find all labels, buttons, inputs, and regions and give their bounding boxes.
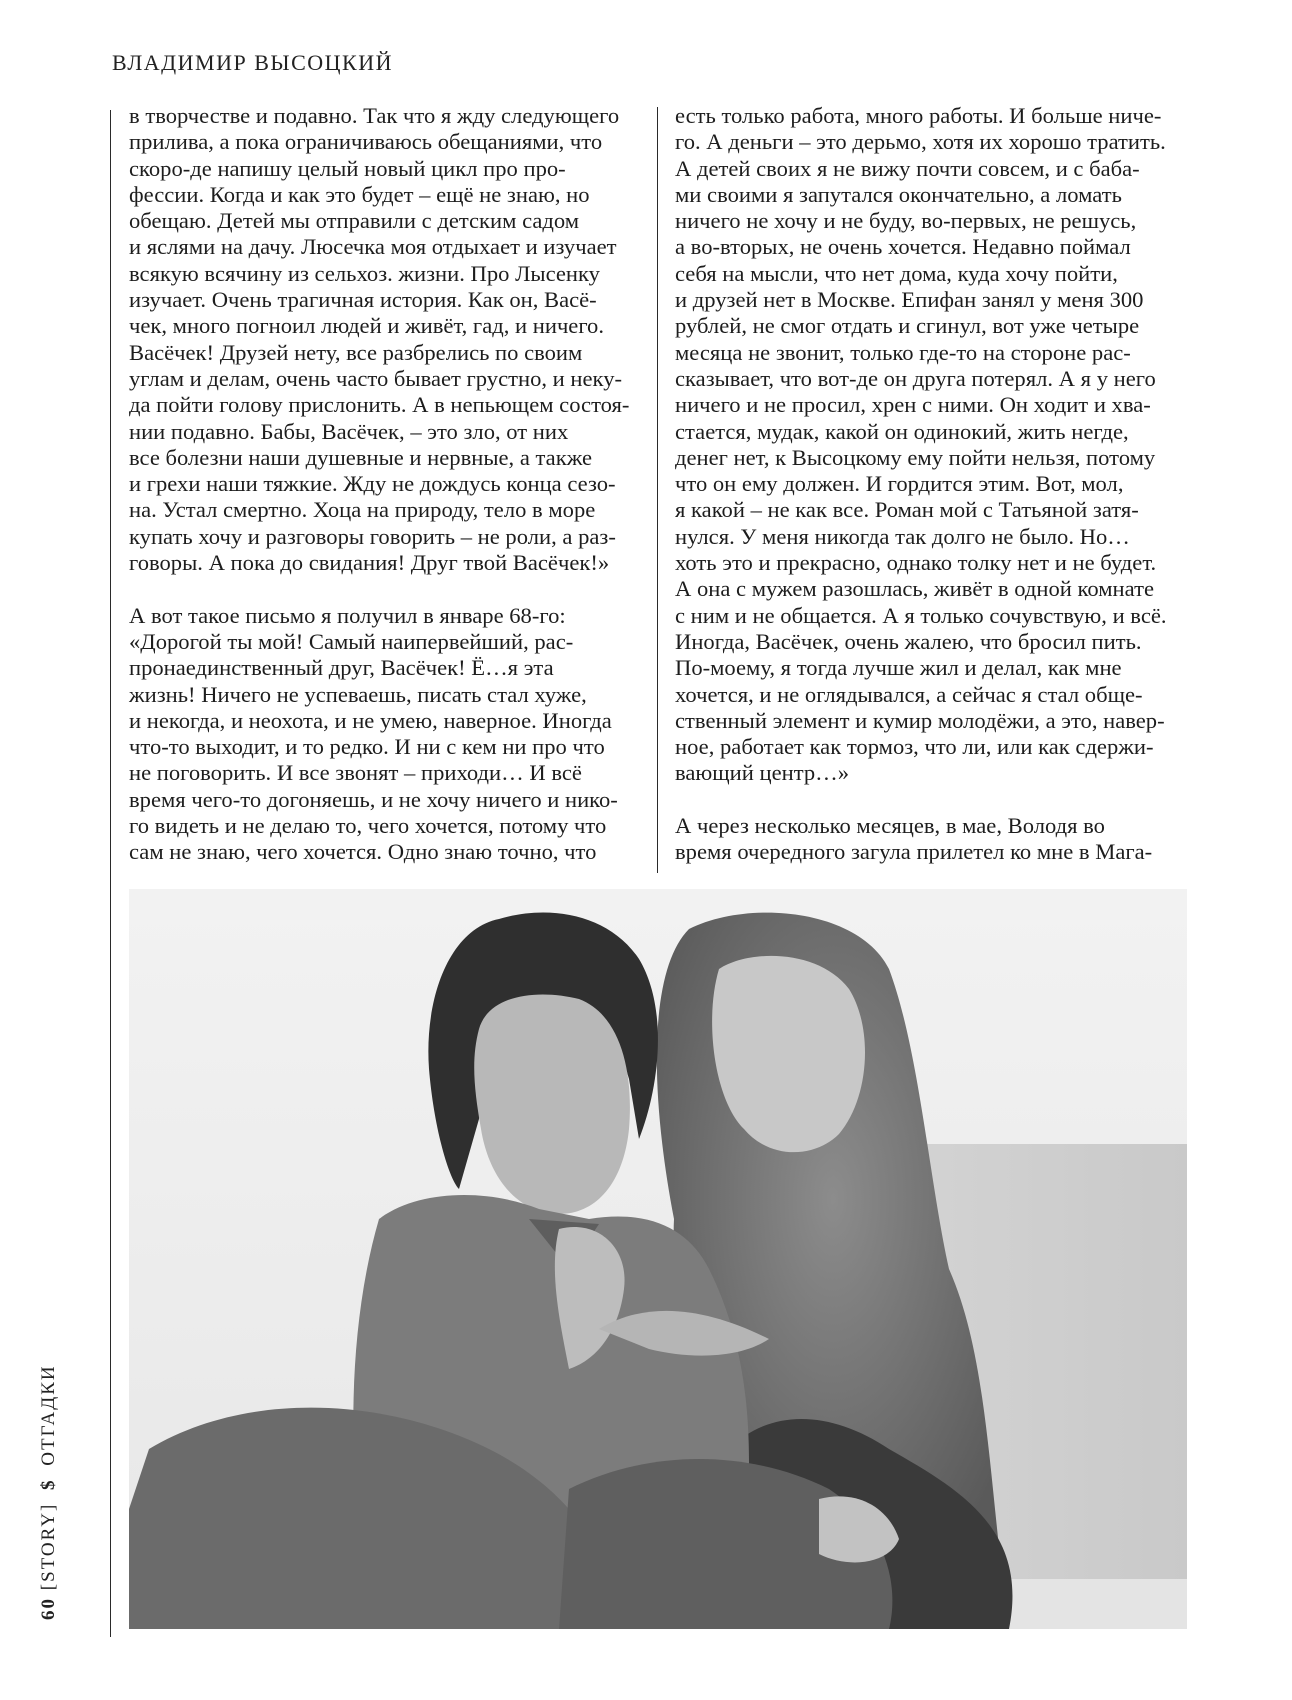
text-line: А через несколько месяцев, в мае, Володя во — [675, 813, 1105, 839]
rubric-label: ОТГАДКИ — [38, 1364, 59, 1466]
text-line: нулся. У меня никогда так долго не было. Но… — [675, 523, 1130, 549]
text-line: хочется, и не оглядывался, а сейчас я стал обще- — [675, 681, 1143, 707]
text-line: А детей своих я не вижу почти совсем, и с баба- — [675, 155, 1140, 181]
text-line: хоть это и прекрасно, однако толку нет и не будет. — [675, 550, 1157, 576]
running-head-title: ВЛАДИМИР ВЫСОЦКИЙ — [112, 50, 393, 75]
text-line: го видеть и не делаю то, чего хочется, потому что — [129, 813, 607, 839]
text-line: чек, много погноил людей и живёт, гад, и ничего. — [129, 313, 604, 339]
text-line: ственный элемент и кумир молодёжи, а это, навер- — [675, 707, 1165, 733]
page-number: 60 — [38, 1597, 59, 1620]
text-line: фессии. Когда и как это будет – ещё не знаю, но — [129, 181, 590, 207]
text-line: вающий центр…» — [675, 760, 850, 786]
text-line: А вот такое письмо я получил в январе 68-го: — [129, 602, 566, 628]
text-line: ное, работает как тормоз, что ли, или как сдержи- — [675, 734, 1154, 760]
text-line: и грехи наши тяжкие. Жду не дождусь конца сезо- — [129, 471, 616, 497]
side-folio — [38, 1364, 60, 1620]
text-line: углам и делам, очень часто бывает грустно, и неку- — [129, 365, 623, 391]
text-line: всякую всячину из сельхоз. жизни. Про Лысенку — [129, 260, 600, 286]
text-line: По-моему, я тогда лучше жил и делал, как мне — [675, 655, 1122, 681]
black-and-white-photo — [129, 889, 1187, 1629]
text-line: и яслями на дачу. Люсечка моя отдыхает и изучает — [129, 234, 617, 260]
text-line: А она с мужем разошлась, живёт в одной комнате — [675, 576, 1154, 602]
text-line: стается, мудак, какой он одинокий, жить негде, — [675, 418, 1129, 444]
text-line: и друзей нет в Москве. Епифан занял у меня 300 — [675, 287, 1144, 313]
text-line: говоры. А пока до свидания! Друг твой Васёчек!» — [129, 550, 610, 576]
text-line: да пойти голову прислонить. А в непьющем состоя- — [129, 392, 630, 418]
text-column-left — [129, 103, 644, 866]
text-line: ничего не хочу и не буду, во-первых, не решусь, — [675, 208, 1137, 234]
text-line: нии подавно. Бабы, Васёчек, – это зло, от них — [129, 418, 569, 444]
text-column-right — [675, 103, 1190, 866]
text-line: месяца не звонит, только где-то на стороне рас- — [675, 339, 1131, 365]
text-line: с ним и не общается. А я только сочувствую, и всё. — [675, 602, 1167, 628]
text-line: прилива, а пока ограничиваюсь обещаниями, что — [129, 129, 603, 155]
text-line: я какой – не как все. Роман мой с Татьяной затя- — [675, 497, 1139, 523]
column-divider — [657, 107, 658, 873]
text-line: Васёчек! Друзей нету, все разбрелись по своим — [129, 339, 583, 365]
text-line: го. А деньги – это дерьмо, хотя их хорошо тратить. — [675, 129, 1166, 155]
text-line: ничего и не просил, хрен с ними. Он ходит и хва- — [675, 392, 1151, 418]
text-line: есть только работа, много работы. И больше ниче- — [675, 103, 1162, 128]
section-label: [STORY] — [38, 1502, 59, 1591]
text-line: в творчестве и подавно. Так что я жду следующего — [129, 103, 620, 128]
text-line: себя на мысли, что нет дома, куда хочу пойти, — [675, 260, 1118, 286]
text-line: денег нет, к Высоцкому ему пойти нельзя, потому — [675, 444, 1156, 470]
text-line: изучает. Очень трагичная история. Как он, Васё- — [129, 287, 597, 313]
text-line: и некогда, и неохота, и не умею, наверное. Иногда — [129, 707, 612, 733]
text-line: «Дорогой ты мой! Самый наипервейший, рас- — [129, 628, 574, 654]
folio-separator: $ — [38, 1478, 59, 1490]
text-line: сказывает, что вот-де он друга потерял. А я у него — [675, 365, 1156, 391]
text-line: время чего-то догоняешь, и не хочу ничего и нико- — [129, 786, 618, 812]
text-line: обещаю. Детей мы отправили с детским садом — [129, 208, 580, 234]
paragraph-gap — [675, 787, 1190, 813]
text-line: купать хочу и разговоры говорить – не роли, а раз- — [129, 523, 616, 549]
paragraph-gap — [129, 576, 644, 602]
text-line: на. Устал смертно. Хоца на природу, тело в море — [129, 497, 596, 523]
text-line: время очередного загула прилетел ко мне в Мага- — [675, 839, 1153, 865]
text-line: а во-вторых, не очень хочется. Недавно поймал — [675, 234, 1131, 260]
text-line: жизнь! Ничего не успеваешь, писать стал хуже, — [129, 681, 587, 707]
text-line: Иногда, Васёчек, очень жалею, что бросил пить. — [675, 628, 1142, 654]
text-line: не поговорить. И все звонят – приходи… И всё — [129, 760, 582, 786]
text-line: что-то выходит, и то редко. И ни с кем ни про что — [129, 734, 605, 760]
text-line: пронаединственный друг, Васёчек! Ё…я эта — [129, 655, 554, 681]
text-line: сам не знаю, чего хочется. Одно знаю точно, что — [129, 839, 597, 865]
text-line: рублей, не смог отдать и сгинул, вот уже четыре — [675, 313, 1140, 339]
text-line: все болезни наши душевные и нервные, а также — [129, 444, 593, 470]
text-line: скоро-де напишу целый новый цикл про про- — [129, 155, 566, 181]
text-line: что он ему должен. И гордится этим. Вот, мол, — [675, 471, 1124, 497]
text-line: ми своими я запутался окончательно, а ломать — [675, 181, 1122, 207]
margin-rule — [110, 110, 111, 1637]
